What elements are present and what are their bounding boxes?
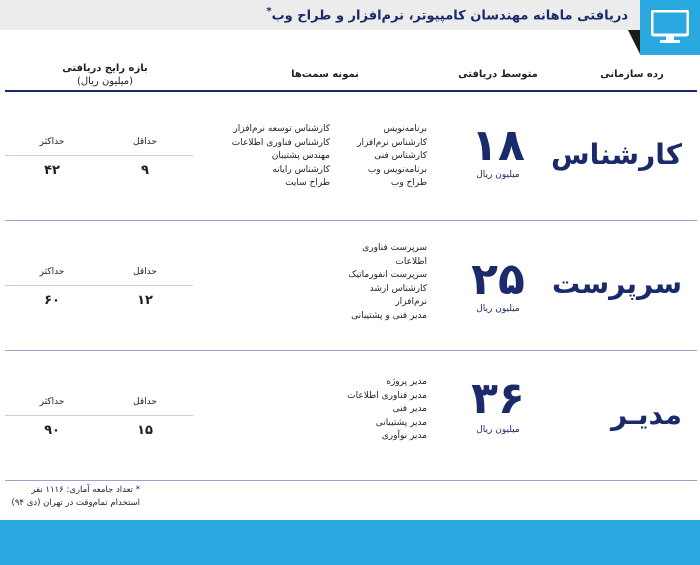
range-divider [5,285,193,286]
position-item: مدیر فنی و پشتیبانی [351,310,427,321]
footnote-count: * تعداد جامعه آماری: ۱۱۱۶ نفر [31,485,140,495]
positions-list [347,376,427,444]
avg-unit: میلیون ریال [476,170,520,180]
positions-list [357,123,427,191]
positions-list [348,242,427,323]
position-item: کارشناس توسعه نرم‌افزار [233,124,330,134]
position-item: مدیر فنی [392,404,427,414]
header-positions: نمونه سمت‌ها [291,69,359,80]
position-item: کارشناس رایانه [272,164,330,175]
avg-value: ۳۶ [471,373,525,424]
grade-label: کارشناس [550,138,682,171]
avg-value: ۲۵ [471,254,525,305]
position-item: کارشناس نرم‌افزار [357,137,427,148]
position-item: کارشناس ارشد [369,283,427,294]
position-item: مدیر فناوری اطلاعات [347,390,427,401]
position-item: اطلاعات [395,256,427,267]
footer-bar [0,520,700,565]
row-divider [5,350,697,351]
range-max-label: حداکثر [39,397,65,407]
title-mark: * [266,6,272,17]
position-item: برنامه‌نویس وب [367,164,427,175]
row-divider [5,480,697,481]
range-divider [5,415,193,416]
position-item: برنامه‌نویس [383,124,427,134]
footnote-scope: استخدام تمام‌وقت در تهران (دی ۹۴) [11,498,140,508]
position-item: کارشناس فنی [374,151,427,161]
title-bar-corner [628,30,640,54]
range-max-value: ۹۰ [44,423,60,438]
header-range: بازه رایج دریافتی [62,63,148,74]
position-item: کارشناس فناوری اطلاعات [231,137,330,148]
range-min-value: ۱۲ [137,293,153,308]
position-item: مدیر پروژه [386,377,427,387]
avg-unit: میلیون ریال [476,304,520,314]
header-divider [5,90,697,92]
range-max-value: ۴۲ [44,163,60,178]
page-title [266,6,628,23]
range-min-value: ۹ [141,163,149,178]
header-range-unit: (میلیون ریال) [76,76,134,87]
range-min-value: ۱۵ [137,423,153,438]
range-divider [5,155,193,156]
position-item: سرپرست فناوری [362,243,427,253]
range-min-label: حداقل [133,267,157,277]
header-grade: رده سازمانی [600,69,664,80]
position-item: نرم‌افزار [395,297,427,307]
position-item: سرپرست انفورماتیک [348,270,427,280]
computer-monitor-icon [651,10,689,44]
range-max-label: حداکثر [39,137,65,147]
row-divider [5,220,697,221]
range-min-label: حداقل [133,397,157,407]
positions-list-secondary [232,123,330,191]
icon-box [640,0,700,55]
position-item: مدیر نوآوری [381,431,427,441]
range-max-value: ۶۰ [44,293,60,308]
grade-label: مدیـر [610,398,682,431]
range-max-label: حداکثر [39,267,65,277]
title-text: دریافتی ماهانه مهندسان کامپیوتر، نرم‌افزار و طراح وب [271,8,628,24]
range-min-label: حداقل [133,137,157,147]
position-item: مهندس پشتیبان [271,151,330,161]
header-avg: متوسط دریافتی [458,69,538,80]
avg-value: ۱۸ [471,120,525,171]
position-item: طراح وب [390,178,427,188]
position-item: طراح سایت [285,178,330,188]
avg-unit: میلیون ریال [476,425,520,435]
grade-label: سرپرست [551,267,682,300]
position-item: مدیر پشتیبانی [375,417,427,428]
